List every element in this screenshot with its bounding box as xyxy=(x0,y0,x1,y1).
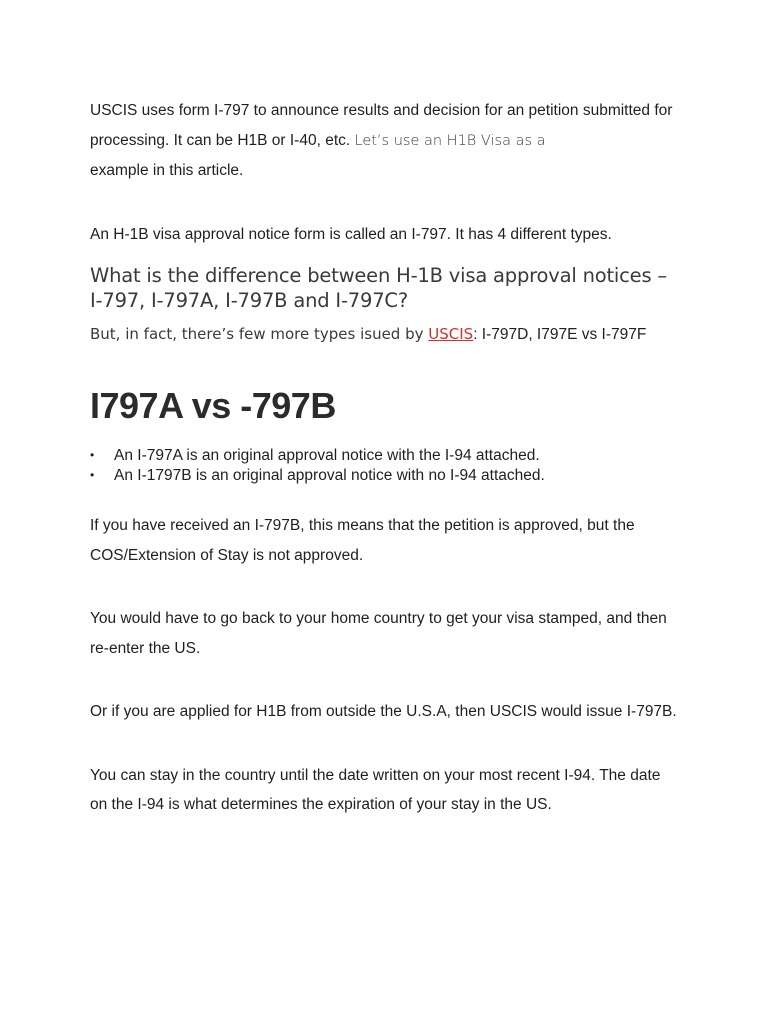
note-prefix: But, in fact, there’s few more types isued by xyxy=(90,325,429,343)
home-country-paragraph: You would have to go back to your home country to get your visa stamped, and then re-enter the US. xyxy=(90,610,667,657)
list-item xyxy=(90,446,680,466)
bullet-text: An I-797A is an original approval notice with the I-94 attached. xyxy=(114,447,540,464)
intro-main-text: USCIS uses form I-797 to announce results and decision for an petition submitted for processing. It can be H1B or I-40, etc. xyxy=(90,102,673,149)
intro-end-text: example in this article. xyxy=(90,162,244,179)
bullet-icon: • xyxy=(90,448,95,462)
uscis-link[interactable]: USCIS xyxy=(428,325,474,343)
bullet-list xyxy=(90,446,680,485)
stay-paragraph: You can stay in the country until the date written on your most recent I-94. The date on the I-94 is what determines the expiration of your stay in the US. xyxy=(90,766,661,813)
intro-light-text: Let’s use an H1B Visa as a xyxy=(354,132,546,149)
outside-usa-paragraph: Or if you are applied for H1B from outside the U.S.A, then USCIS would issue I-797B. xyxy=(90,703,677,720)
difference-subheading: What is the difference between H-1B visa approval notices – I-797, I-797A, I-797B and I-797C? xyxy=(90,264,667,312)
types-paragraph: An H-1B visa approval notice form is called an I-797. It has 4 different types. xyxy=(90,225,612,243)
bullet-icon: • xyxy=(90,467,95,482)
comparison-heading: I797A vs -797B xyxy=(90,385,336,426)
bullet-text: An I-1797B is an original approval notice with no I-94 attached. xyxy=(114,466,545,484)
note-suffix: : I-797D, I797E vs I-797F xyxy=(473,326,647,343)
article-body xyxy=(90,96,680,820)
received-paragraph: If you have received an I-797B, this means that the petition is approved, but the COS/Extension of Stay is not approved. xyxy=(90,517,635,564)
more-types-note xyxy=(90,323,680,346)
intro-paragraph xyxy=(90,96,680,186)
list-item xyxy=(90,466,680,486)
